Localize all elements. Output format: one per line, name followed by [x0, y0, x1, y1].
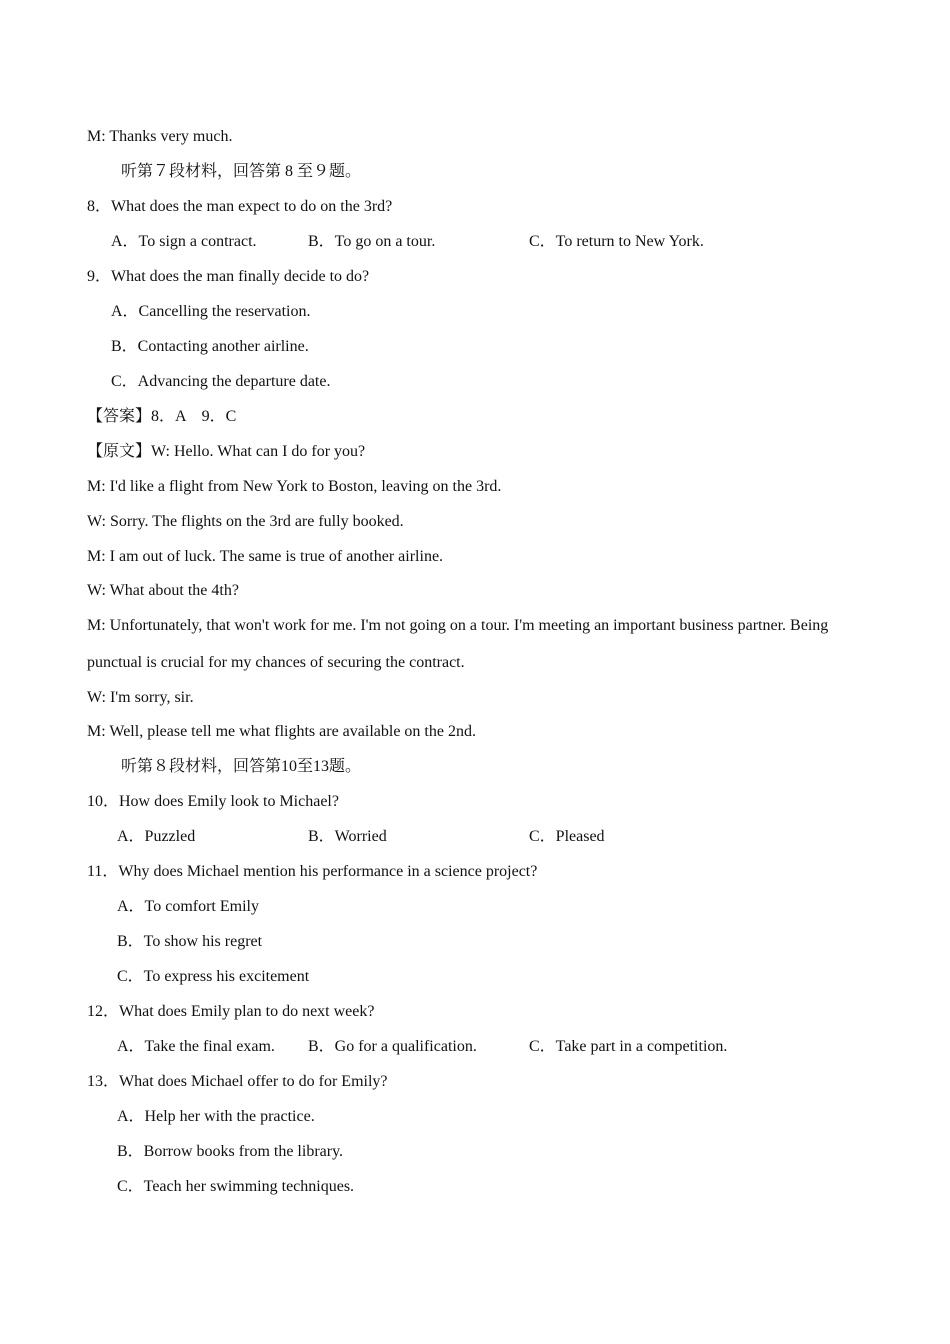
option-11c: C．To express his excitement: [117, 968, 310, 985]
section-heading: 听第８段材料，回答第10至13题。: [121, 758, 362, 775]
option-10a: A．Puzzled: [117, 828, 196, 845]
option-10b: B．Worried: [308, 828, 387, 845]
transcript-line: W: I'm sorry, sir.: [87, 689, 194, 706]
question-11: 11．Why does Michael mention his performance in a science project?: [87, 863, 538, 880]
option-8b: B．To go on a tour.: [308, 233, 436, 250]
transcript-line: M: I'd like a flight from New York to Boston, leaving on the 3rd.: [87, 478, 502, 495]
transcript-line: M: I am out of luck. The same is true of another airline.: [87, 548, 444, 565]
question-13: 13．What does Michael offer to do for Emily?: [87, 1073, 388, 1090]
option-13c: C．Teach her swimming techniques.: [117, 1178, 355, 1195]
option-9c: C．Advancing the departure date.: [111, 373, 331, 390]
transcript-line: 【原文】W: Hello. What can I do for you?: [87, 443, 366, 460]
option-12b: B．Go for a qualification.: [308, 1038, 477, 1055]
answer-line: 【答案】8．A 9．C: [87, 408, 237, 425]
dialogue-line: M: Thanks very much.: [87, 128, 233, 145]
option-8a: A．To sign a contract.: [111, 233, 257, 250]
option-10c: C．Pleased: [529, 828, 605, 845]
transcript-line: M: Well, please tell me what flights are available on the 2nd.: [87, 723, 476, 740]
transcript-line: punctual is crucial for my chances of securing the contract.: [87, 654, 465, 671]
option-8c: C．To return to New York.: [529, 233, 704, 250]
option-13a: A．Help her with the practice.: [117, 1108, 315, 1125]
question-12: 12．What does Emily plan to do next week?: [87, 1003, 375, 1020]
option-12a: A．Take the final exam.: [117, 1038, 275, 1055]
transcript-line: W: What about the 4th?: [87, 582, 239, 599]
transcript-line: W: Sorry. The flights on the 3rd are fully booked.: [87, 513, 404, 530]
section-heading: 听第７段材料，回答第 8 至９题。: [121, 163, 362, 180]
option-9a: A．Cancelling the reservation.: [111, 303, 311, 320]
option-9b: B．Contacting another airline.: [111, 338, 309, 355]
question-8: 8．What does the man expect to do on the 3rd?: [87, 198, 393, 215]
question-9: 9．What does the man finally decide to do?: [87, 268, 370, 285]
question-10: 10．How does Emily look to Michael?: [87, 793, 339, 810]
option-13b: B．Borrow books from the library.: [117, 1143, 344, 1160]
transcript-line: M: Unfortunately, that won't work for me. I'm not going on a tour. I'm meeting an important business partner. Being: [87, 617, 829, 634]
option-12c: C．Take part in a competition.: [529, 1038, 728, 1055]
option-11b: B．To show his regret: [117, 933, 263, 950]
option-11a: A．To comfort Emily: [117, 898, 259, 915]
